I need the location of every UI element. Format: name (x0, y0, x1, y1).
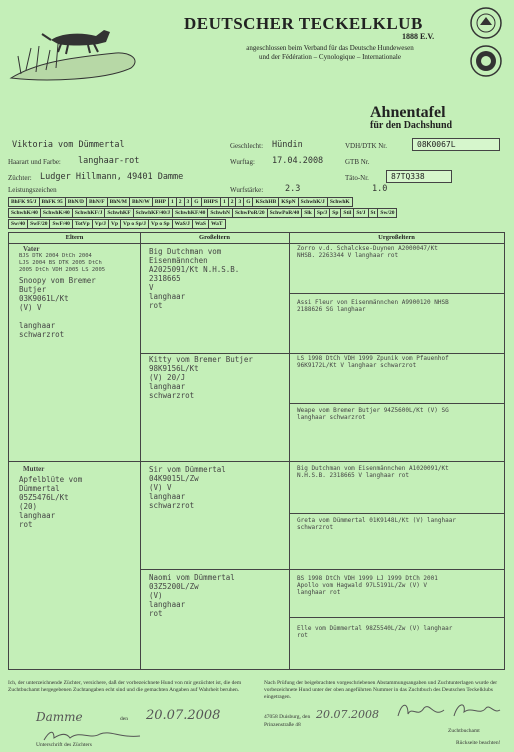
rating-cell: TotVp (72, 220, 92, 229)
ratings-row (9, 220, 226, 229)
great-grandparent-entry: Assi Fleur von Eisenmännchen A9900120 NHSB 2188626 SG langhaar (297, 299, 449, 313)
registry-declaration: Nach Prüfung der beigebrachten vorgeschriebenen Abstammungsangaben und Zuchtunterlagen wurde der vorbezeichnete Hund unter der oben angeführten Nummer in das Zuchtbuch des Deutschen Teckelklubs eingetragen. (264, 680, 498, 700)
breeder-declaration: Ich, der unterzeichnende Züchter, versichere, daß der vorbezeichnete Hund von mir gezüchtet ist, die dem Zuchtbuchamt hergegebenen Zuchtangaben echt sind und die gemachten Angaben auf Wahrheit beruhen. (8, 680, 242, 693)
great-grandparent-entry: Big Dutchman vom Eisenmännchen A1020091/Kt N.H.S.B. 2318665 V langhaar rot (297, 465, 449, 479)
sire-label: Vater (23, 245, 40, 253)
grandparent-entry: Naomi vom Dümmertal 03Z5200L/Zw (V) langhaar rot (149, 573, 235, 618)
grandparent-entry: Sir vom Dümmertal 04K9015L/Zw (V) V langhaar schwarzrot (149, 465, 226, 510)
pedigree-table (8, 232, 505, 670)
column-parents: Eltern (65, 234, 84, 241)
performance-label: Leistungszeichen (8, 186, 57, 194)
rating-cell: Vp (109, 220, 121, 229)
gtb-label: GTB Nr. (345, 158, 370, 166)
rating-cell: BHP (152, 198, 168, 207)
breeder-value: Ludger Hillmann, 49401 Damme (40, 172, 184, 182)
rating-cell: KSchHB (253, 198, 279, 207)
registrar-signature (394, 698, 504, 728)
sire-titles: BJS DTK 2004 DtCh 2004 LJS 2004 BS DTK 2005 DtCh 2005 DtCh VDH 2005 LS 2005 (19, 253, 106, 273)
dam-label: Mutter (23, 465, 45, 473)
rating-cell: KSpN (279, 198, 298, 207)
rating-cell: Sp/J (314, 209, 329, 218)
rating-cell: 3 (184, 198, 192, 207)
rating-cell: 1 (220, 198, 228, 207)
rating-cell: SchwhK/40 (9, 209, 41, 218)
rating-cell: St/J (354, 209, 368, 218)
performance-ratings-table (8, 197, 353, 207)
litter-label: Wurfstärke: (230, 186, 264, 194)
tattoo-label: Täto-Nr. (345, 174, 369, 182)
performance-ratings-table-row3 (8, 219, 226, 229)
great-grandparent-entry: BS 1998 DtCh VDH 1999 LJ 1999 DtCh 2001 Apollo vom Hagwald 97L5191L/Zw (V) V langhaar rot (297, 575, 438, 596)
sex-label: Geschlecht: (230, 142, 264, 150)
rating-cell: Vp o Sp (148, 220, 172, 229)
rating-cell: Sw/20 (378, 209, 397, 218)
litter-extra: 1.0 (372, 184, 388, 194)
great-grandparent-entry: Zorro v.d. Schalckse-Duynen A2000047/Kt NHSB. 2263344 V langhaar rot (297, 245, 438, 259)
dog-name: Viktoria vom Dümmertal (12, 140, 125, 150)
rating-cell: G (192, 198, 201, 207)
great-grandparent-entry: Greta vom Dümmertal 01K9148L/Kt (V) langhaar schwarzrot (297, 517, 456, 531)
performance-ratings-table-row2 (8, 208, 397, 218)
rating-cell: St (368, 209, 378, 218)
signing-place: Damme (36, 710, 83, 724)
tattoo-number: 87TQ338 (386, 170, 452, 183)
breeder-signature-label: Unterschrift des Züchters (36, 742, 92, 748)
rating-cell: Stil (341, 209, 354, 218)
club-affiliation-line2: und der Fédération – Cynologique – Internationale (259, 53, 401, 61)
document-subtitle: für den Dachshund (370, 120, 453, 131)
rating-cell: SchwhK (327, 198, 352, 207)
office-date: 20.07.2008 (316, 708, 379, 721)
rating-cell: Vp/J (92, 220, 108, 229)
rating-cell: BhN/M (107, 198, 129, 207)
rating-cell: SchwhKF/40 (173, 209, 208, 218)
column-great-grandparents: Urgroßeltern (378, 234, 415, 241)
rating-cell: SchwPoR/20 (232, 209, 267, 218)
rating-cell: BHPS (201, 198, 220, 207)
club-founded: 1888 E.V. (402, 32, 435, 41)
rating-cell: Sw/40 (9, 220, 28, 229)
rating-cell: 3 (236, 198, 244, 207)
sex-value: Hündin (272, 140, 303, 150)
den-label: den (120, 716, 128, 722)
litter-value: 2.3 (285, 184, 301, 194)
office-location: 47058 Duisburg, den (264, 714, 311, 720)
rating-cell: SchwPoR/40 (267, 209, 302, 218)
reverse-notice: Rückseite beachten! (456, 740, 501, 746)
column-grandparents: Großeltern (199, 234, 230, 241)
rating-cell: 1 (169, 198, 177, 207)
office-address: Prinzenstraße 48 (264, 722, 301, 728)
rating-cell: BhN/D (65, 198, 86, 207)
hair-value: langhaar-rot (78, 156, 140, 166)
grandparent-entry: Big Dutchman vom Eisenmännchen A2025091/Kt N.H.S.B. 2318665 V langhaar rot (149, 247, 240, 310)
rating-cell: SchwhKF (105, 209, 133, 218)
rating-cell: G (244, 198, 253, 207)
vdh-seal-icon (469, 6, 503, 44)
great-grandparent-entry: LS 1998 DtCh VDH 1999 Zpunik vom Pfauenhof 96K9172L/Kt V langhaar schwarzrot (297, 355, 449, 369)
rating-cell: SchwhK/J (298, 198, 327, 207)
vdh-label: VDH/DTK Nr. (345, 142, 387, 150)
ratings-row (9, 209, 397, 218)
dam-entry: Apfelblüte vom Dümmertal 05Z5476L/Kt (20) langhaar rot (19, 475, 83, 529)
hair-label: Haarart und Farbe: (8, 158, 61, 166)
rating-cell: WaS (192, 220, 208, 229)
dachshund-logo-illustration (6, 8, 156, 83)
great-grandparent-entry: Elle vom Dümmertal 98Z5540L/Zw (V) langhaar rot (297, 625, 453, 639)
rating-cell: SwF/20 (28, 220, 50, 229)
rating-cell: Sp (330, 209, 341, 218)
rating-cell: BhN/F (86, 198, 107, 207)
grandparent-entry: Kitty vom Bremer Butjer 98K9156L/Kt (V) 20/J langhaar schwarzrot (149, 355, 253, 400)
whelp-date: 17.04.2008 (272, 156, 324, 166)
document-title: Ahnentafel (370, 104, 446, 121)
fci-seal-icon (469, 44, 503, 82)
rating-cell: Slk (302, 209, 315, 218)
rating-cell: WaT (208, 220, 225, 229)
signing-date: 20.07.2008 (146, 708, 221, 723)
rating-cell: SchwhKF/40/J (133, 209, 173, 218)
rating-cell: SchwhK/40 (40, 209, 72, 218)
rating-cell: SchwhN (208, 209, 233, 218)
rating-cell: WaS/J (172, 220, 192, 229)
great-grandparent-entry: Weape vom Bremer Butjer 94Z5600L/Kt (V) SG langhaar schwarzrot (297, 407, 449, 421)
breeder-label: Züchter: (8, 174, 32, 182)
rating-cell: SchwhKF/J (72, 209, 105, 218)
whelp-label: Wurftag: (230, 158, 255, 166)
rating-cell: BhN/W (130, 198, 153, 207)
club-affiliation-line1: angeschlossen beim Verband für das Deutsche Hundewesen (246, 44, 414, 52)
ratings-row (9, 198, 353, 207)
sire-entry: Snoopy vom Bremer Butjer 03K9061L/Kt (V) V langhaar schwarzrot (19, 276, 96, 339)
rating-cell: BhFK 95/J (9, 198, 40, 207)
rating-cell: SwF/40 (50, 220, 72, 229)
rating-cell: 2 (228, 198, 236, 207)
office-label: Zuchtbuchamt (448, 728, 480, 734)
rating-cell: Vp o Sp/J (121, 220, 149, 229)
rating-cell: 2 (176, 198, 184, 207)
club-title: DEUTSCHER TECKELKLUB (184, 14, 423, 33)
vdh-number: 08K0067L (412, 138, 500, 151)
rating-cell: BhFK 95 (39, 198, 65, 207)
